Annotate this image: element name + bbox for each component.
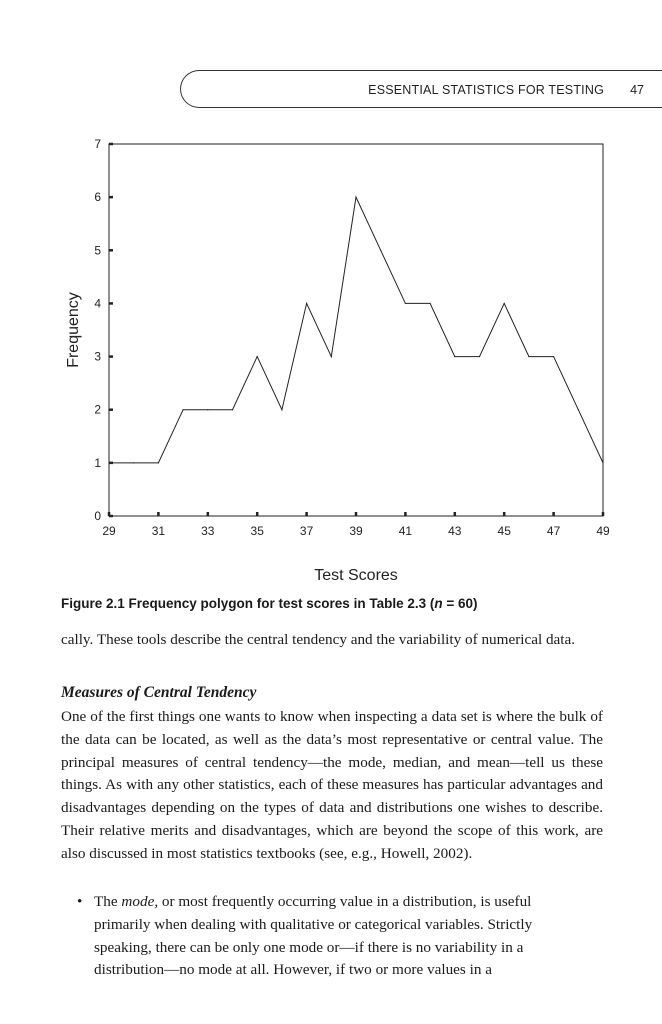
bullet-item-mode: The mode, or most frequently occurring value in a distribution, is useful primarily when dealing with qualitative or categorical variables. Strictly speaking, there can be only one mode or—if there is no variability in a distribution—no mode at all. However, if two or more values in a bbox=[94, 893, 533, 979]
body-paragraph-1: cally. These tools describe the central tendency and the variability of numerical data. bbox=[61, 631, 576, 648]
section-heading: Measures of Central Tendency bbox=[61, 684, 257, 701]
x-axis-title: Test Scores bbox=[314, 567, 398, 584]
data-point bbox=[108, 462, 109, 463]
x-tick-label: 29 bbox=[102, 524, 116, 538]
y-tick-label: 6 bbox=[94, 190, 101, 205]
x-tick-label: 39 bbox=[349, 524, 363, 538]
x-tick-label: 31 bbox=[151, 524, 166, 538]
data-point bbox=[553, 356, 554, 357]
x-tick-label: 37 bbox=[299, 524, 314, 538]
data-point bbox=[504, 303, 505, 304]
data-point bbox=[183, 409, 184, 410]
data-point bbox=[158, 462, 159, 463]
data-point bbox=[380, 250, 381, 251]
data-point bbox=[479, 356, 480, 357]
data-point bbox=[207, 409, 208, 410]
y-tick-label: 2 bbox=[94, 402, 101, 417]
y-axis-title: Frequency bbox=[65, 292, 82, 368]
data-point bbox=[232, 409, 233, 410]
data-point bbox=[602, 462, 603, 463]
x-tick-label: 35 bbox=[250, 524, 264, 538]
data-point bbox=[578, 409, 579, 410]
body-paragraph-2: One of the first things one wants to know when inspecting a data set is where the bulk of the data can be located, as well as the data’s most representative or central value. The principal measures of central tendency—the mode, median, and mean—tell us these things. As with any other statistics, each of these measures has particular advantages and disadvantages depending on the types of data and distributions one wishes to describe. Their relative merits and disadvantages, which are beyond the scope of this work, are also discussed in most statistics textbooks (see, e.g., Howell, 2002). bbox=[61, 708, 603, 862]
running-title: ESSENTIAL STATISTICS FOR TESTING bbox=[368, 83, 604, 97]
data-point bbox=[355, 197, 356, 198]
x-tick-label: 45 bbox=[497, 524, 511, 538]
y-tick-label: 1 bbox=[94, 455, 101, 470]
data-point bbox=[430, 303, 431, 304]
y-tick-label: 7 bbox=[94, 137, 101, 151]
x-tick-label: 41 bbox=[398, 524, 413, 538]
bullet-marker: • bbox=[77, 893, 83, 910]
data-point bbox=[454, 356, 455, 357]
data-point bbox=[306, 303, 307, 304]
y-tick-label: 0 bbox=[94, 509, 101, 523]
frequency-series-line bbox=[109, 197, 603, 463]
data-point bbox=[281, 409, 282, 410]
data-point bbox=[528, 356, 529, 357]
data-point bbox=[331, 356, 332, 357]
x-tick-label: 33 bbox=[201, 524, 215, 538]
page-number: 47 bbox=[630, 83, 644, 97]
y-tick-label: 4 bbox=[94, 296, 101, 311]
x-tick-label: 47 bbox=[546, 524, 561, 538]
data-point bbox=[257, 356, 258, 357]
x-tick-label: 43 bbox=[448, 524, 462, 538]
y-tick-label: 5 bbox=[94, 243, 101, 258]
data-point bbox=[133, 462, 134, 463]
y-tick-label: 3 bbox=[94, 349, 101, 364]
figure-caption: Figure 2.1 Frequency polygon for test scores in Table 2.3 (n = 60) bbox=[61, 596, 478, 611]
x-tick-label: 49 bbox=[596, 524, 610, 538]
data-point bbox=[405, 303, 406, 304]
